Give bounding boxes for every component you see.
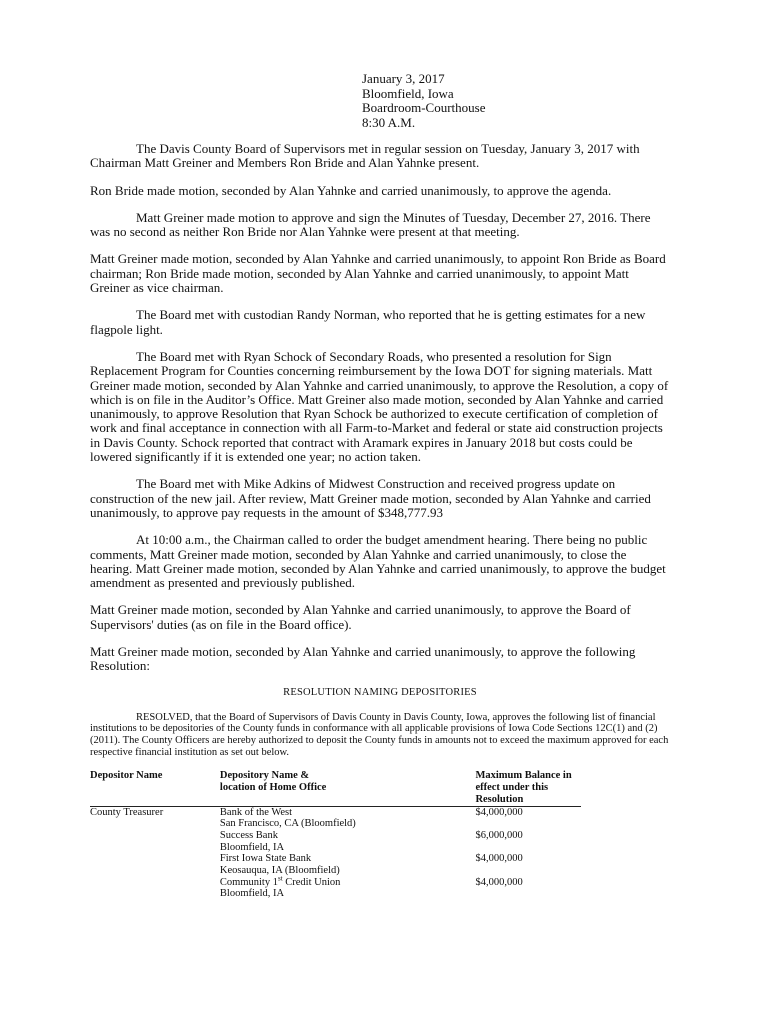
depositor-cell: County Treasurer	[90, 806, 164, 818]
meeting-header	[362, 72, 670, 130]
depository-name: Bank of the West	[219, 806, 293, 818]
header-depository-name: Depository Name & location of Home Office	[219, 770, 327, 794]
paragraph-jail-construction: The Board met with Mike Adkins of Midwest Construction and received progress update on construction of the new jail. After review, Matt Greiner made motion, seconded by Alan Yahnke and carried unanimously, to approve pay requests in the amount of $348,777.93	[90, 476, 651, 520]
paragraph-chairman: Matt Greiner made motion, seconded by Alan Yahnke and carried unanimously, to appoint Ron Bride as Board chairman; Ron Bride made motion, seconded by Alan Yahnke and carried unanimously, to appoint Matt Greiner as vice chairman.	[90, 251, 666, 296]
depository-location: San Francisco, CA (Bloomfield)	[219, 818, 356, 830]
table-row	[90, 807, 590, 901]
depository-location: Bloomfield, IA	[219, 841, 285, 853]
paragraph-custodian: The Board met with custodian Randy Norman, who reported that he is getting estimates for a new flagpole light.	[90, 307, 646, 337]
document-page	[90, 72, 670, 900]
meeting-location: Boardroom-Courthouse	[362, 100, 486, 115]
meeting-city: Bloomfield, Iowa	[362, 85, 454, 101]
max-balance-cell	[475, 807, 590, 901]
depository-name: Success Bank	[219, 829, 278, 841]
max-balance-amount: $4,000,000	[475, 876, 523, 888]
paragraph-session-opening: The Davis County Board of Supervisors met in regular session on Tuesday, January 3, 2017 with Chairman Matt Greiner and Members Ron Bride and Alan Yahnke present.	[90, 141, 640, 171]
max-balance-amount: $4,000,000	[475, 806, 523, 818]
meeting-date: January 3, 2017	[362, 71, 445, 86]
paragraph-board-duties: Matt Greiner made motion, seconded by Alan Yahnke and carried unanimously, to approve the Board of Supervisors' duties (as on file in the Board office).	[90, 602, 631, 632]
paragraph-secondary-roads: The Board met with Ryan Schock of Secondary Roads, who presented a resolution for Sign Replacement Program for Counties concerning reimbursement by the Iowa DOT for signing materials. Matt Greiner made motion, seconded by Alan Yahnke and carried unanimously, to approve the Resolution, a copy of which is on file in the Auditor’s Office. Matt Greiner also made motion, seconded by Alan Yahnke and carried unanimously, to approve Resolution that Ryan Schock be authorized to execute certification of completion of work and final acceptance in connection with all Farm-to-Market and federal or state aid construction projects in Davis County. Schock reported that contract with Aramark expires in January 2018 but costs could be lowered significantly if it is extended one year; no action taken.	[90, 348, 669, 465]
resolution-text: RESOLVED, that the Board of Supervisors of Davis County in Davis County, Iowa, approves the following list of financial institutions to be depositories of the County funds in conformance with all applicable provisions of Iowa Code Sections 12C(1) and (2) (2011). The County Officers are hereby authorized to deposit the County funds in amounts not to exceed the maximum approved for each respective financial institution as set out below.	[90, 711, 669, 758]
resolution-title: RESOLUTION NAMING DEPOSITORIES	[283, 686, 477, 698]
table-header-row	[90, 770, 590, 805]
depository-location: Keosauqua, IA (Bloomfield)	[219, 865, 340, 877]
minutes-body	[90, 142, 670, 674]
max-balance-amount: $6,000,000	[475, 829, 523, 841]
paragraph-agenda: Ron Bride made motion, seconded by Alan Yahnke and carried unanimously, to approve the agenda.	[90, 182, 612, 198]
paragraph-resolution-intro: Matt Greiner made motion, seconded by Alan Yahnke and carried unanimously, to approve the following Resolution:	[90, 644, 636, 674]
depository-name: First Iowa State Bank	[219, 853, 312, 865]
paragraph-budget-hearing: At 10:00 a.m., the Chairman called to order the budget amendment hearing. There being no public comments, Matt Greiner made motion, seconded by Alan Yahnke and carried unanimously, to close the hearing. Matt Greiner made motion, seconded by Alan Yahnke and carried unanimously, to approve the budget amendment as presented and previously published.	[90, 532, 666, 591]
depositories-table	[90, 770, 590, 900]
depository-cell	[220, 807, 476, 901]
max-balance-amount: $4,000,000	[475, 853, 523, 865]
header-maximum-balance: Maximum Balance in effect under this Resolution	[475, 770, 572, 805]
header-depositor-name: Depositor Name	[90, 770, 163, 782]
depository-location: Bloomfield, IA	[219, 888, 285, 900]
paragraph-minutes: Matt Greiner made motion to approve and sign the Minutes of Tuesday, December 27, 2016. There was no second as neither Ron Bride nor Alan Yahnke were present at that meeting.	[90, 209, 651, 240]
meeting-time: 8:30 A.M.	[362, 114, 416, 130]
depository-name: Community 1st Credit Union	[219, 874, 341, 888]
